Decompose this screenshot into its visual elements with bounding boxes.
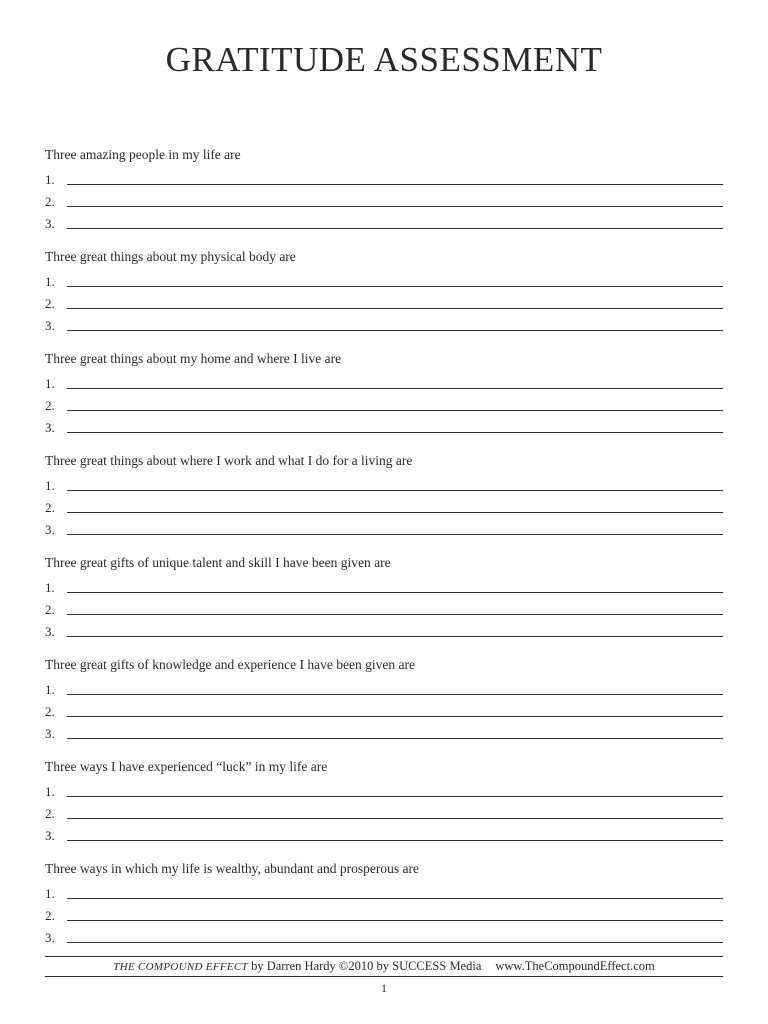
answer-write-line[interactable]: [67, 205, 723, 207]
section-prompt: Three ways I have experienced “luck” in my life are: [45, 759, 328, 774]
answer-row: [45, 290, 723, 312]
answer-write-line[interactable]: [67, 897, 723, 899]
answer-number: 2.: [45, 398, 55, 413]
section-prompt: Three amazing people in my life are: [45, 147, 241, 162]
answer-write-line[interactable]: [67, 511, 723, 513]
answer-write-line[interactable]: [67, 307, 723, 309]
answer-write-line[interactable]: [67, 919, 723, 921]
answer-row: [45, 880, 723, 902]
answer-number: 1.: [45, 172, 55, 187]
section-prompt: Three ways in which my life is wealthy, abundant and prosperous are: [45, 861, 420, 876]
answer-write-line[interactable]: [67, 183, 723, 185]
answer-write-line[interactable]: [67, 839, 723, 841]
answer-number: 3.: [45, 420, 55, 435]
assessment-section: [45, 144, 723, 246]
answer-row: [45, 574, 723, 596]
section-prompt: Three great things about where I work and what I do for a living are: [45, 453, 413, 468]
answer-row: [45, 720, 723, 742]
answer-row: [45, 596, 723, 618]
answer-number: 3.: [45, 318, 55, 333]
answer-write-line[interactable]: [67, 431, 723, 433]
answer-write-line[interactable]: [67, 329, 723, 331]
answer-row: [45, 210, 723, 232]
answer-number: 2.: [45, 806, 55, 821]
section-prompt: Three great gifts of knowledge and experience I have been given are: [45, 657, 415, 672]
answer-write-line[interactable]: [67, 715, 723, 717]
assessment-section: [45, 552, 723, 654]
page-title: GRATITUDE ASSESSMENT: [165, 40, 603, 79]
assessment-section: [45, 756, 723, 858]
answer-row: [45, 188, 723, 210]
answer-number: 3.: [45, 930, 55, 945]
answer-number: 1.: [45, 784, 55, 799]
answer-row: [45, 414, 723, 436]
answer-row: [45, 698, 723, 720]
answer-write-line[interactable]: [67, 227, 723, 229]
answer-row: [45, 618, 723, 640]
answer-number: 3.: [45, 624, 55, 639]
answer-row: [45, 778, 723, 800]
answer-number: 3.: [45, 828, 55, 843]
answer-row: [45, 800, 723, 822]
answer-write-line[interactable]: [67, 285, 723, 287]
answer-row: [45, 822, 723, 844]
answer-row: [45, 516, 723, 538]
answer-number: 3.: [45, 726, 55, 741]
assessment-section: [45, 348, 723, 450]
assessment-sections: [45, 144, 723, 960]
answer-number: 3.: [45, 216, 55, 231]
answer-number: 2.: [45, 602, 55, 617]
answer-row: [45, 370, 723, 392]
page-number: 1: [381, 981, 387, 995]
answer-number: 1.: [45, 886, 55, 901]
answer-number: 1.: [45, 478, 55, 493]
assessment-section: [45, 246, 723, 348]
answer-write-line[interactable]: [67, 635, 723, 637]
answer-number: 1.: [45, 376, 55, 391]
footer-byline: by Darren Hardy ©2010 by SUCCESS Media: [247, 959, 482, 973]
answer-row: [45, 166, 723, 188]
answer-number: 2.: [45, 296, 55, 311]
answer-row: [45, 924, 723, 946]
answer-write-line[interactable]: [67, 409, 723, 411]
answer-write-line[interactable]: [67, 489, 723, 491]
answer-number: 1.: [45, 682, 55, 697]
answer-row: [45, 268, 723, 290]
answer-row: [45, 676, 723, 698]
answer-write-line[interactable]: [67, 387, 723, 389]
answer-row: [45, 392, 723, 414]
footer-bottom-rule: [45, 976, 723, 977]
answer-row: [45, 494, 723, 516]
section-prompt: Three great things about my home and where I live are: [45, 351, 342, 366]
answer-number: 1.: [45, 274, 55, 289]
answer-write-line[interactable]: [67, 737, 723, 739]
answer-write-line[interactable]: [67, 591, 723, 593]
answer-write-line[interactable]: [67, 613, 723, 615]
answer-row: [45, 902, 723, 924]
footer-website-link[interactable]: www.TheCompoundEffect.com: [495, 959, 655, 973]
answer-number: 2.: [45, 194, 55, 209]
assessment-section: [45, 858, 723, 960]
section-prompt: Three great things about my physical body are: [45, 249, 296, 264]
answer-write-line[interactable]: [67, 693, 723, 695]
answer-row: [45, 312, 723, 334]
answer-write-line[interactable]: [67, 533, 723, 535]
answer-number: 2.: [45, 908, 55, 923]
assessment-section: [45, 450, 723, 552]
answer-number: 2.: [45, 500, 55, 515]
answer-number: 1.: [45, 580, 55, 595]
footer-credit: [45, 957, 723, 976]
answer-write-line[interactable]: [67, 941, 723, 943]
answer-write-line[interactable]: [67, 795, 723, 797]
answer-row: [45, 472, 723, 494]
assessment-section: [45, 654, 723, 756]
answer-number: 3.: [45, 522, 55, 537]
section-prompt: Three great gifts of unique talent and skill I have been given are: [45, 555, 391, 570]
answer-number: 2.: [45, 704, 55, 719]
answer-write-line[interactable]: [67, 817, 723, 819]
footer-book-title: THE COMPOUND EFFECT: [113, 961, 248, 973]
